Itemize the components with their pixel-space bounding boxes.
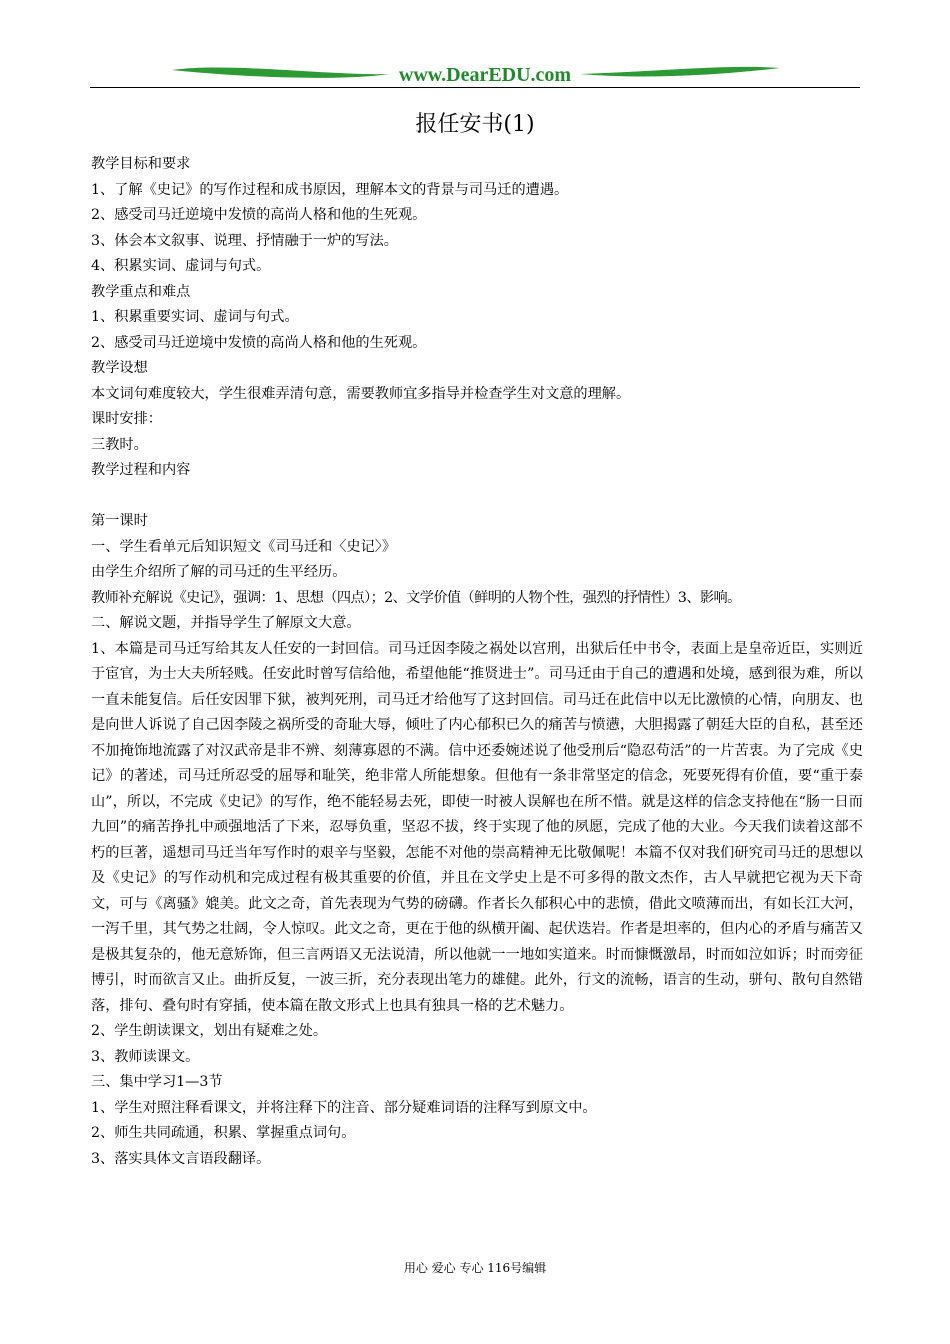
- text-line: 1、了解《史记》的写作过程和成书原因，理解本文的背景与司马迁的遭遇。: [91, 181, 569, 198]
- left-swoosh: [172, 68, 390, 78]
- document-body: [91, 152, 863, 1172]
- text-line: 教师补充解说《史记》，强调：1、思想（四点）；2、文学价值（鲜明的人物个性，强烈的抒情性）3、影响。: [91, 589, 741, 606]
- site-header-banner: [90, 58, 860, 90]
- text-line: 2、感受司马迁逆境中发愤的高尚人格和他的生死观。: [91, 334, 427, 351]
- text-line: 1、积累重要实词、虚词与句式。: [91, 309, 299, 325]
- text-line: 2、师生共同疏通，积累、掌握重点词句。: [91, 1125, 356, 1141]
- text-line: 3、教师读课文。: [91, 1048, 200, 1065]
- section-heading: 教学过程和内容: [91, 462, 191, 478]
- text-line: 本文词句难度较大，学生很难弄清句意，需要教师宜多指导并检查学生对文意的理解。: [91, 385, 631, 402]
- section-heading: 教学设想: [91, 360, 148, 376]
- text-line: 三、集中学习1—3节: [91, 1074, 223, 1090]
- right-swoosh: [580, 67, 780, 77]
- lesson-heading: 第一课时: [91, 513, 148, 529]
- section-heading: 教学重点和难点: [91, 283, 191, 300]
- main-paragraph: 1、本篇是司马迁写给其友人任安的一封回信。司马迁因李陵之祸处以宫刑，出狱后任中书令，表面上是皇帝近臣，实则近于宦官，为士大夫所轻贱。任安此时曾写信给他，希望他能“推贤进士”。司马迁由于自己的遭遇和处境，感到很为难，所以一直未能复信。后任安因罪下狱，被判死刑，司马迁才给他写了这封回信。司马迁在此信中以无比激愤的心情，向朋友、也是向世人诉说了自己因李陵之祸所受的奇耻大辱，倾吐了内心郁积已久的痛苦与愤懑，大胆揭露了朝廷大臣的自私，甚至还不加掩饰地流露了对汉武帝是非不辨、刻薄寡恩的不满。信中还委婉述说了他受刑后“隐忍苟活”的一片苦衷。为了完成《史记》的著述，司马迁所忍受的屈辱和耻笑，绝非常人所能想象。但他有一条非常坚定的信念，死要死得有价值，要“重于泰山”，所以，不完成《史记》的写作，绝不能轻易去死，即使一时被人误解也在所不惜。就是这样的信念支持他在“肠一日而九回”的痛苦挣扎中顽强地活了下来，忍辱负重，坚忍不拔，终于实现了他的夙愿，完成了他的大业。今天我们读着这部不朽的巨著，遥想司马迁当年写作时的艰辛与坚毅，怎能不对他的崇高精神无比敬佩呢！本篇不仅对我们研究司马迁的思想以及《史记》的写作动机和完成过程有极其重要的价值，并且在文学史上是不可多得的散文杰作，古人早就把它视为天下奇文，可与《离骚》媲美。此文之奇，首先表现为气势的磅礴。作者长久郁积心中的悲愤，借此文喷薄而出，有如长江大河，一泻千里，其气势之壮阔，令人惊叹。此文之奇，更在于他的纵横开阖、起伏迭岩。作者是坦率的，但内心的矛盾与痛苦又是极其复杂的，他无意矫饰，但三言两语又无法说清，所以他就一一地如实道来。时而慷慨激昂，时而如泣如诉；时而旁征博引，时而欲言又止。曲折反复，一波三折，充分表现出笔力的雄健。此外，行文的流畅，语言的生动，骈句、散句自然错落，排句、叠句时有穿插，使本篇在散文形式上也具有独具一格的艺术魅力。: [91, 640, 863, 1014]
- text-line: 二、解说文题，并指导学生了解原文大意。: [91, 615, 361, 631]
- header-swoosh-graphic: [90, 58, 860, 90]
- site-logo-text[interactable]: www.DearEDU.com: [398, 64, 572, 86]
- page-footer: 用心 爱心 专心 116号编辑: [403, 1261, 547, 1275]
- text-line: 3、落实具体文言语段翻译。: [91, 1150, 271, 1167]
- section-heading: 教学目标和要求: [91, 156, 191, 172]
- blank-line: [91, 484, 863, 510]
- header-divider: [90, 87, 860, 88]
- text-line: 2、学生朗读课文，划出有疑难之处。: [91, 1023, 328, 1039]
- text-line: 三教时。: [91, 436, 148, 453]
- text-line: 2、感受司马迁逆境中发愤的高尚人格和他的生死观。: [91, 207, 427, 223]
- text-line: 课时安排：: [91, 411, 162, 427]
- text-line: 1、学生对照注释看课文，并将注释下的注音、部分疑难词语的注释写到原文中。: [91, 1099, 597, 1116]
- page-title: 报任安书(1): [415, 112, 535, 137]
- text-line: 4、积累实词、虚词与句式。: [91, 258, 271, 274]
- text-line: 3、体会本文叙事、说理、抒情融于一炉的写法。: [91, 232, 398, 249]
- text-line: 一、学生看单元后知识短文《司马迁和〈史记〉》: [91, 538, 397, 555]
- text-line: 由学生介绍所了解的司马迁的生平经历。: [91, 564, 347, 580]
